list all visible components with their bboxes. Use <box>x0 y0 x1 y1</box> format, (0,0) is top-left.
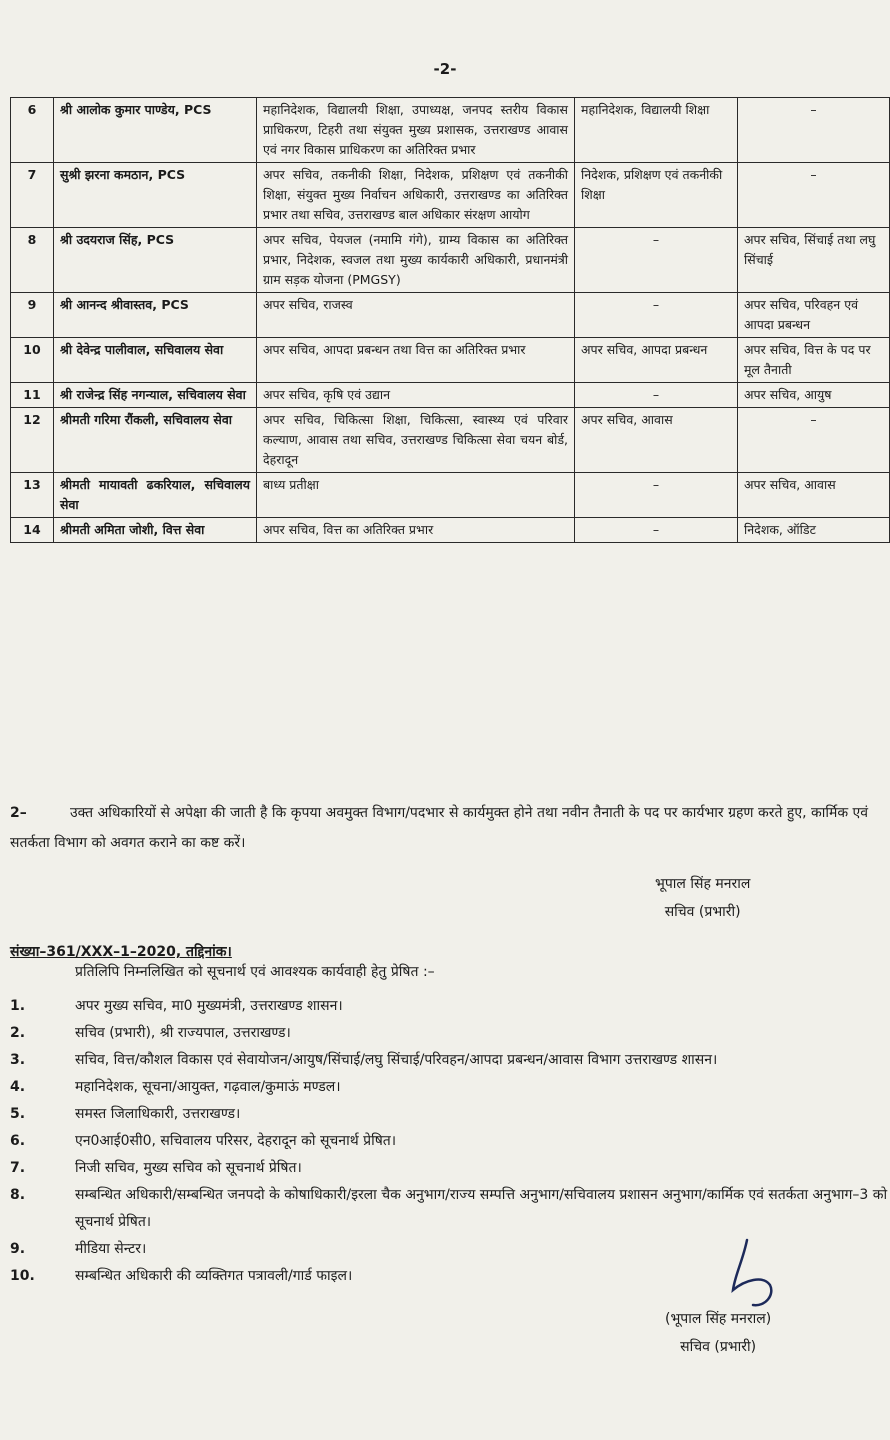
list-item-text: सम्बन्धित अधिकारी की व्यक्तिगत पत्रावली/गार्ड फाइल। <box>75 1268 353 1284</box>
relieved-charge: – <box>575 228 738 293</box>
list-item-number: 2. <box>10 1025 26 1041</box>
current-charge: महानिदेशक, विद्यालयी शिक्षा, उपाध्यक्ष, जनपद स्तरीय विकास प्राधिकरण, टिहरी तथा संयुक्त मुख्य प्रशासक, उत्तराखण्ड आवास एवं नगर विकास प्राधिकरण का अतिरिक्त प्रभार <box>257 98 575 163</box>
signatory-title: सचिव (प्रभारी) <box>664 904 741 920</box>
list-item <box>10 1074 890 1101</box>
list-item-text: समस्त जिलाधिकारी, उत्तराखण्ड। <box>75 1106 241 1122</box>
new-posting: – <box>738 98 890 163</box>
officer-name: सुश्री झरना कमठान, PCS <box>54 163 257 228</box>
current-charge: अपर सचिव, आपदा प्रबन्धन तथा वित्त का अतिरिक्त प्रभार <box>257 338 575 383</box>
paragraph-number: 2– <box>10 805 27 821</box>
current-charge: अपर सचिव, वित्त का अतिरिक्त प्रभार <box>257 518 575 543</box>
table-row <box>11 338 890 383</box>
serial-number: 6 <box>11 98 54 163</box>
list-item-text: मीडिया सेन्टर। <box>75 1241 147 1257</box>
officer-name: श्री उदयराज सिंह, PCS <box>54 228 257 293</box>
list-item <box>10 1047 890 1074</box>
new-posting: अपर सचिव, परिवहन एवं आपदा प्रबन्धन <box>738 293 890 338</box>
list-item-number: 9. <box>10 1241 26 1257</box>
current-charge: बाध्य प्रतीक्षा <box>257 473 575 518</box>
officer-name: श्री आनन्द श्रीवास्तव, PCS <box>54 293 257 338</box>
serial-number: 8 <box>11 228 54 293</box>
list-item-text: अपर मुख्य सचिव, मा0 मुख्यमंत्री, उत्तराखण्ड शासन। <box>75 998 343 1014</box>
list-item-number: 4. <box>10 1079 26 1095</box>
officers-table <box>10 97 890 543</box>
list-item-number: 1. <box>10 998 26 1014</box>
list-item <box>10 1128 890 1155</box>
list-item-number: 5. <box>10 1106 26 1122</box>
relieved-charge: – <box>575 293 738 338</box>
list-item <box>10 1182 890 1236</box>
officer-name: श्री आलोक कुमार पाण्डेय, PCS <box>54 98 257 163</box>
serial-number: 14 <box>11 518 54 543</box>
new-posting: अपर सचिव, आयुष <box>738 383 890 408</box>
page-number: -2- <box>433 60 457 78</box>
new-posting: अपर सचिव, आवास <box>738 473 890 518</box>
list-item <box>10 1101 890 1128</box>
current-charge: अपर सचिव, कृषि एवं उद्यान <box>257 383 575 408</box>
list-item <box>10 993 890 1020</box>
list-item-text: सचिव (प्रभारी), श्री राज्यपाल, उत्तराखण्ड। <box>75 1025 291 1041</box>
signature-block-2 <box>665 1305 771 1361</box>
serial-number: 10 <box>11 338 54 383</box>
officer-name: श्रीमती अमिता जोशी, वित्त सेवा <box>54 518 257 543</box>
serial-number: 7 <box>11 163 54 228</box>
table-row <box>11 293 890 338</box>
officer-name: श्रीमती गरिमा रौंकली, सचिवालय सेवा <box>54 408 257 473</box>
relieved-charge: निदेशक, प्रशिक्षण एवं तकनीकी शिक्षा <box>575 163 738 228</box>
table-row <box>11 473 890 518</box>
officer-name: श्री राजेन्द्र सिंह नगन्याल, सचिवालय सेवा <box>54 383 257 408</box>
new-posting: अपर सचिव, सिंचाई तथा लघु सिंचाई <box>738 228 890 293</box>
reference-number: संख्या–361/XXX–1–2020, तद्दिनांक। <box>10 944 232 960</box>
list-item <box>10 1020 890 1047</box>
paragraph-2 <box>10 798 885 858</box>
current-charge: अपर सचिव, तकनीकी शिक्षा, निदेशक, प्रशिक्षण एवं तकनीकी शिक्षा, संयुक्त मुख्य निर्वाचन अधिकारी, उत्तराखण्ड का अतिरिक्त प्रभार तथा सचिव, उत्तराखण्ड बाल अधिकार संरक्षण आयोग <box>257 163 575 228</box>
list-item-text: सम्बन्धित अधिकारी/सम्बन्धित जनपदो के कोषाधिकारी/इरला चैक अनुभाग/राज्य सम्पत्ति अनुभाग/सचिवालय प्रशासन अनुभाग/कार्मिक एवं सतर्कता अनुभाग–3 को सूचनार्थ प्रेषित। <box>75 1187 888 1230</box>
signature-block-1 <box>655 870 750 926</box>
relieved-charge: महानिदेशक, विद्यालयी शिक्षा <box>575 98 738 163</box>
list-item-number: 7. <box>10 1160 26 1176</box>
cc-intro: प्रतिलिपि निम्नलिखित को सूचनार्थ एवं आवश्यक कार्यवाही हेतु प्रेषित :– <box>75 964 435 980</box>
serial-number: 13 <box>11 473 54 518</box>
new-posting: – <box>738 163 890 228</box>
table-row <box>11 408 890 473</box>
list-item-text: निजी सचिव, मुख्य सचिव को सूचनार्थ प्रेषित। <box>75 1160 302 1176</box>
handwritten-signature <box>725 1235 795 1315</box>
signatory-name-2: (भूपाल सिंह मनराल) <box>665 1311 772 1327</box>
list-item-text: महानिदेशक, सूचना/आयुक्त, गढ़वाल/कुमाऊं मण्डल। <box>75 1079 341 1095</box>
relieved-charge: – <box>575 473 738 518</box>
list-item <box>10 1155 890 1182</box>
officer-name: श्री देवेन्द्र पालीवाल, सचिवालय सेवा <box>54 338 257 383</box>
list-item-number: 10. <box>10 1268 35 1284</box>
new-posting: – <box>738 408 890 473</box>
serial-number: 11 <box>11 383 54 408</box>
table-row <box>11 98 890 163</box>
officer-name: श्रीमती मायावती ढकरियाल, सचिवालय सेवा <box>54 473 257 518</box>
relieved-charge: अपर सचिव, आवास <box>575 408 738 473</box>
new-posting: अपर सचिव, वित्त के पद पर मूल तैनाती <box>738 338 890 383</box>
relieved-charge: – <box>575 518 738 543</box>
relieved-charge: – <box>575 383 738 408</box>
table-row <box>11 163 890 228</box>
signatory-title-2: सचिव (प्रभारी) <box>680 1339 757 1355</box>
current-charge: अपर सचिव, राजस्व <box>257 293 575 338</box>
current-charge: अपर सचिव, पेयजल (नमामि गंगे), ग्राम्य विकास का अतिरिक्त प्रभार, निदेशक, स्वजल तथा मुख्य कार्यकारी अधिकारी, प्रधानमंत्री ग्राम सड़क योजना (PMGSY) <box>257 228 575 293</box>
serial-number: 12 <box>11 408 54 473</box>
new-posting: निदेशक, ऑडिट <box>738 518 890 543</box>
list-item-number: 3. <box>10 1052 26 1068</box>
signatory-name: भूपाल सिंह मनराल <box>655 876 751 892</box>
table-row <box>11 383 890 408</box>
current-charge: अपर सचिव, चिकित्सा शिक्षा, चिकित्सा, स्वास्थ्य एवं परिवार कल्याण, आवास तथा सचिव, उत्तराखण्ड चिकित्सा सेवा चयन बोर्ड, देहरादून <box>257 408 575 473</box>
list-item-text: सचिव, वित्त/कौशल विकास एवं सेवायोजन/आयुष/सिंचाई/लघु सिंचाई/परिवहन/आपदा प्रबन्धन/आवास विभाग उत्तराखण्ड शासन। <box>75 1052 718 1068</box>
table-row <box>11 228 890 293</box>
list-item-number: 8. <box>10 1187 26 1203</box>
list-item-number: 6. <box>10 1133 26 1149</box>
paragraph-text: उक्त अधिकारियों से अपेक्षा की जाती है कि कृपया अवमुक्त विभाग/पदभार से कार्यमुक्त होने तथा नवीन तैनाती के पद पर कार्यभार ग्रहण करते हुए, कार्मिक एवं सतर्कता विभाग को अवगत कराने का कष्ट करें। <box>10 805 869 851</box>
relieved-charge: अपर सचिव, आपदा प्रबन्धन <box>575 338 738 383</box>
table-row <box>11 518 890 543</box>
serial-number: 9 <box>11 293 54 338</box>
list-item-text: एन0आई0सी0, सचिवालय परिसर, देहरादून को सूचनार्थ प्रेषित। <box>75 1133 397 1149</box>
